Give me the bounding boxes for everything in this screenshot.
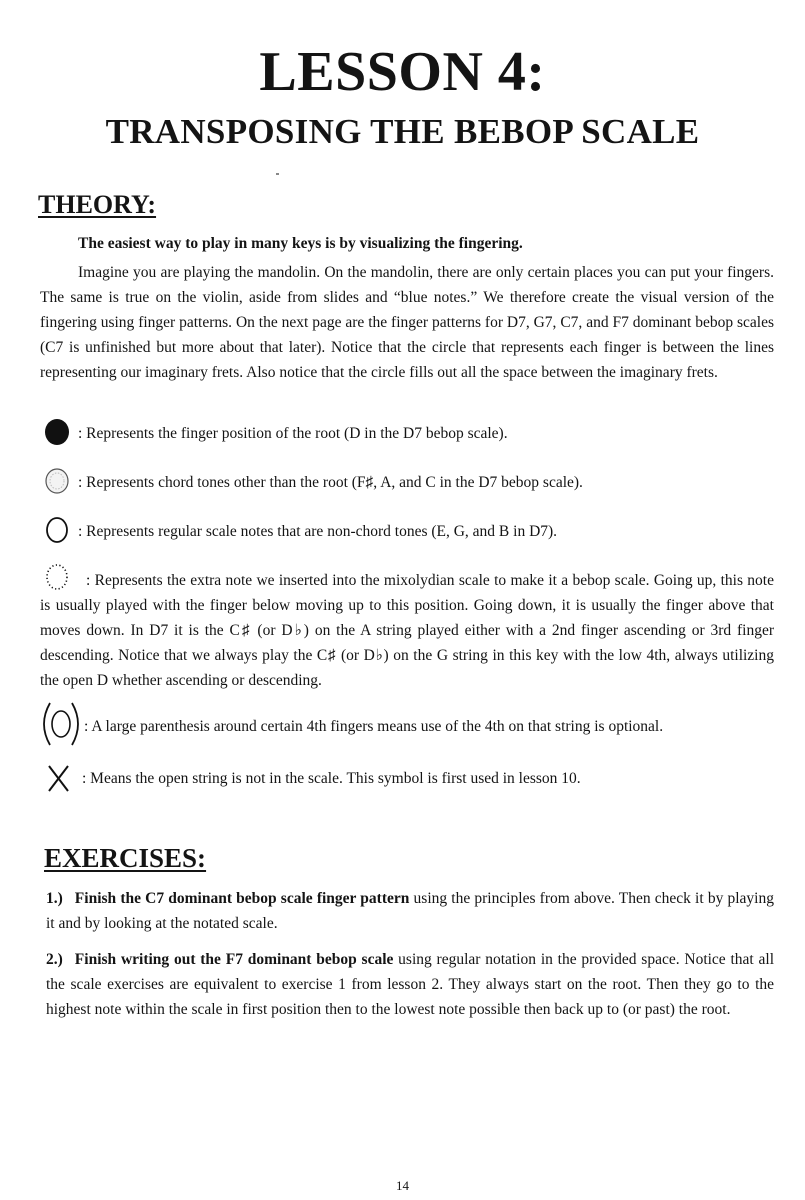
exercise-text: using the principles from above. Then check it by playing it and by looking at the notated scale. (46, 890, 774, 932)
x-mark-icon (40, 762, 76, 794)
legend-text: : Represents the extra note we inserted into the mixolydian scale to make it a bebop scale. Going up, this note is usually played with the finger below moving up to this position. Going down, it is usually the finger above that moves down. In D7 it is the C♯ (or D♭) on the A string played either with a 2nd finger ascending or 3rd finger descending. Notice that we always play the C♯ (or D♭) on the G string in this key with the low 4th, always utilizing the open D whether ascending or descending. (40, 572, 774, 689)
page-number: 14 (396, 1178, 409, 1193)
legend-text: : Represents chord tones other than the root (F♯, A, and C in the D7 bebop scale). (78, 474, 583, 491)
dotted-circle-icon (42, 562, 76, 592)
print-speck (276, 173, 279, 175)
open-circle-icon (40, 515, 74, 545)
legend-text: : Represents the finger position of the root (D in the D7 bebop scale). (78, 425, 508, 442)
lesson-subtitle: TRANSPOSING THE BEBOP SCALE (105, 112, 700, 151)
exercise-1 (46, 886, 774, 936)
exercise-number: 1.) (46, 890, 63, 907)
lesson-title: LESSON 4: (259, 41, 546, 103)
exercise-number: 2.) (46, 951, 63, 968)
legend-text: : Represents regular scale notes that are non-chord tones (E, G, and B in D7). (78, 523, 558, 540)
shaded-circle-icon (40, 466, 74, 496)
parenthesized-circle-icon (40, 700, 82, 748)
exercise-2 (46, 947, 774, 1022)
exercise-bold: Finish the C7 dominant bebop scale finger pattern (74, 890, 410, 907)
exercise-bold: Finish writing out the F7 dominant bebop scale (74, 951, 394, 968)
theory-paragraph: Imagine you are playing the mandolin. On the mandolin, there are only certain places you can put your fingers. The same is true on the violin, aside from slides and “blue notes.” We therefore create the visual version of the fingering using finger patterns. On the next page are the finger patterns for D7, G7, C7, and F7 dominant bebop scales (C7 is unfinished but more about that later). Notice that the circle that represents each finger is between the lines representing our imaginary frets. Also notice that the circle fills out all the space between the imaginary frets. (40, 264, 774, 381)
exercises-heading: EXERCISES: (44, 843, 207, 873)
theory-heading: THEORY: (38, 190, 157, 219)
legend-row-scale-notes (40, 515, 774, 545)
filled-circle-icon (40, 417, 74, 447)
legend-row-open-string (40, 762, 774, 796)
exercise-text: using regular notation in the provided space. Notice that all the scale exercises are equivalent to exercise 1 from lesson 2. They always start on the root. Then they go to the highest note within the scale in first position then to the lowest note possible then back up to (or past) the root. (46, 951, 774, 1018)
legend-row-root (40, 417, 774, 447)
legend-row-optional-fourth (40, 700, 774, 750)
legend-text: : A large parenthesis around certain 4th fingers means use of the 4th on that string is optional. (84, 718, 664, 735)
legend-row-chord-tones (40, 466, 774, 496)
theory-lead: The easiest way to play in many keys is by visualizing the fingering. (78, 235, 523, 252)
legend-text: : Means the open string is not in the scale. This symbol is first used in lesson 10. (82, 770, 581, 787)
legend-row-bebop-note (40, 568, 774, 693)
